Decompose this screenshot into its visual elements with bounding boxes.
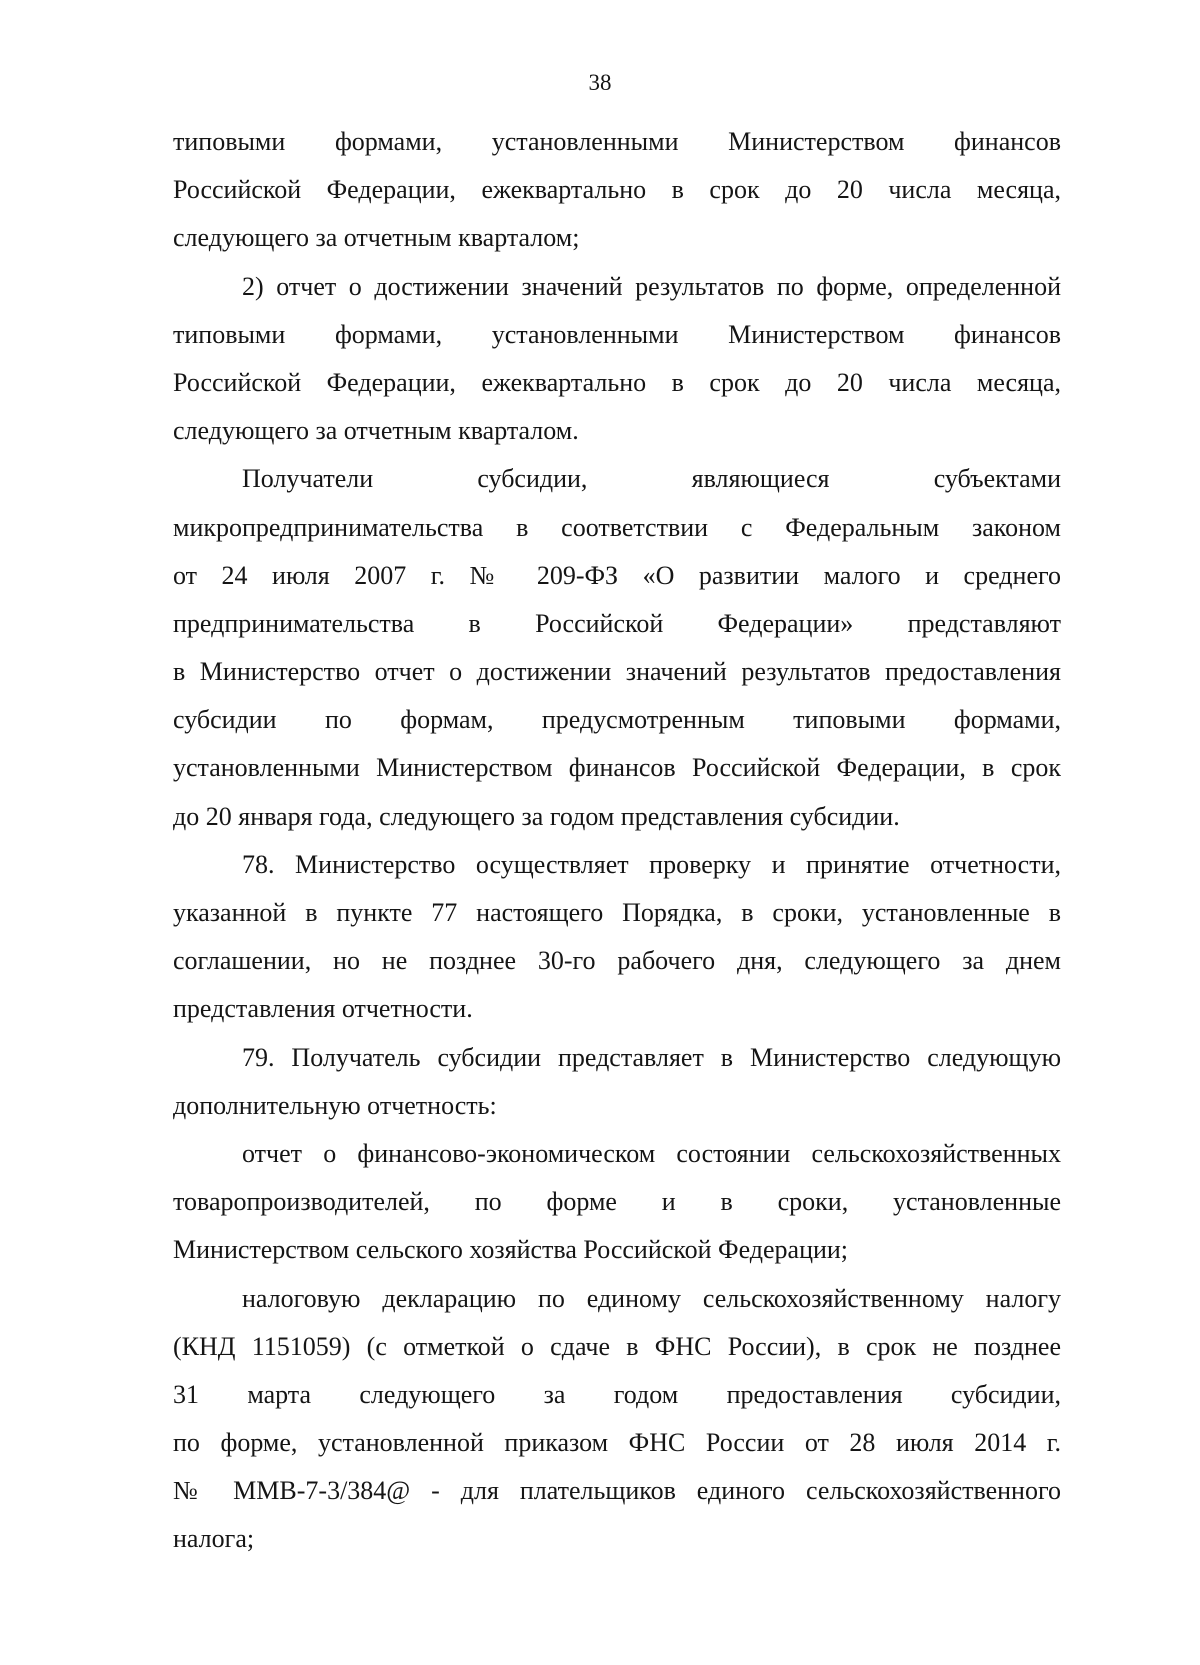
text-line: налога; bbox=[173, 1524, 255, 1554]
paragraph bbox=[173, 1130, 1061, 1275]
paragraph bbox=[173, 1034, 1061, 1130]
document-body bbox=[173, 118, 1061, 1564]
text-line: до 20 января года, следующего за годом представления субсидии. bbox=[173, 801, 900, 831]
text-line: 31 марта следующего за годом предоставления субсидии, bbox=[173, 1379, 1061, 1409]
text-line: Российской Федерации, ежеквартально в срок до 20 числа месяца, bbox=[173, 175, 1061, 205]
text-line: № ММВ-7-3/384@ - для плательщиков единого сельскохозяйственного bbox=[173, 1476, 1061, 1506]
text-line: микропредпринимательства в соответствии с Федеральным законом bbox=[173, 512, 1061, 542]
paragraph bbox=[173, 263, 1061, 456]
text-line: от 24 июля 2007 г. № 209-ФЗ «О развитии малого и среднего bbox=[173, 560, 1061, 590]
text-line: указанной в пункте 77 настоящего Порядка, в сроки, установленные в bbox=[173, 898, 1061, 927]
text-line: следующего за отчетным кварталом; bbox=[173, 223, 580, 253]
paragraph bbox=[173, 118, 1061, 263]
paragraph bbox=[173, 1275, 1061, 1564]
text-line: Министерством сельского хозяйства Российской Федерации; bbox=[173, 1235, 849, 1265]
text-line: (КНД 1151059) (с отметкой о сдаче в ФНС России), в срок не позднее bbox=[173, 1331, 1061, 1361]
text-line: установленными Министерством финансов Российской Федерации, в срок bbox=[173, 753, 1061, 783]
paragraph bbox=[173, 455, 1061, 841]
text-line: отчет о финансово-экономическом состоянии сельскохозяйственных bbox=[242, 1138, 1061, 1168]
text-line: представления отчетности. bbox=[173, 994, 473, 1024]
text-line: следующего за отчетным кварталом. bbox=[173, 416, 579, 446]
text-line: товаропроизводителей, по форме и в сроки, установленные bbox=[173, 1187, 1061, 1217]
text-line: 78. Министерство осуществляет проверку и принятие отчетности, bbox=[242, 849, 1061, 879]
text-line: субсидии по формам, предусмотренным типовыми формами, bbox=[173, 705, 1061, 735]
text-line: 2) отчет о достижении значений результатов по форме, определенной bbox=[242, 271, 1061, 301]
text-line: Российской Федерации, ежеквартально в срок до 20 числа месяца, bbox=[173, 367, 1061, 397]
text-line: типовыми формами, установленными Министерством финансов bbox=[173, 319, 1061, 349]
text-line: 79. Получатель субсидии представляет в Министерство следующую bbox=[242, 1042, 1061, 1072]
paragraph bbox=[173, 841, 1061, 1034]
text-line: соглашении, но не позднее 30-го рабочего дня, следующего за днем bbox=[173, 946, 1061, 976]
text-line: по форме, установленной приказом ФНС России от 28 июля 2014 г. bbox=[173, 1428, 1061, 1458]
text-line: дополнительную отчетность: bbox=[173, 1090, 497, 1120]
text-line: Получатели субсидии, являющиеся субъектами bbox=[242, 464, 1061, 494]
text-line: типовыми формами, установленными Министерством финансов bbox=[173, 127, 1061, 156]
text-line: предпринимательства в Российской Федерации» представляют bbox=[173, 608, 1061, 638]
text-line: налоговую декларацию по единому сельскохозяйственному налогу bbox=[242, 1283, 1061, 1313]
text-line: в Министерство отчет о достижении значений результатов предоставления bbox=[173, 657, 1061, 687]
page-number: 38 bbox=[588, 70, 612, 95]
